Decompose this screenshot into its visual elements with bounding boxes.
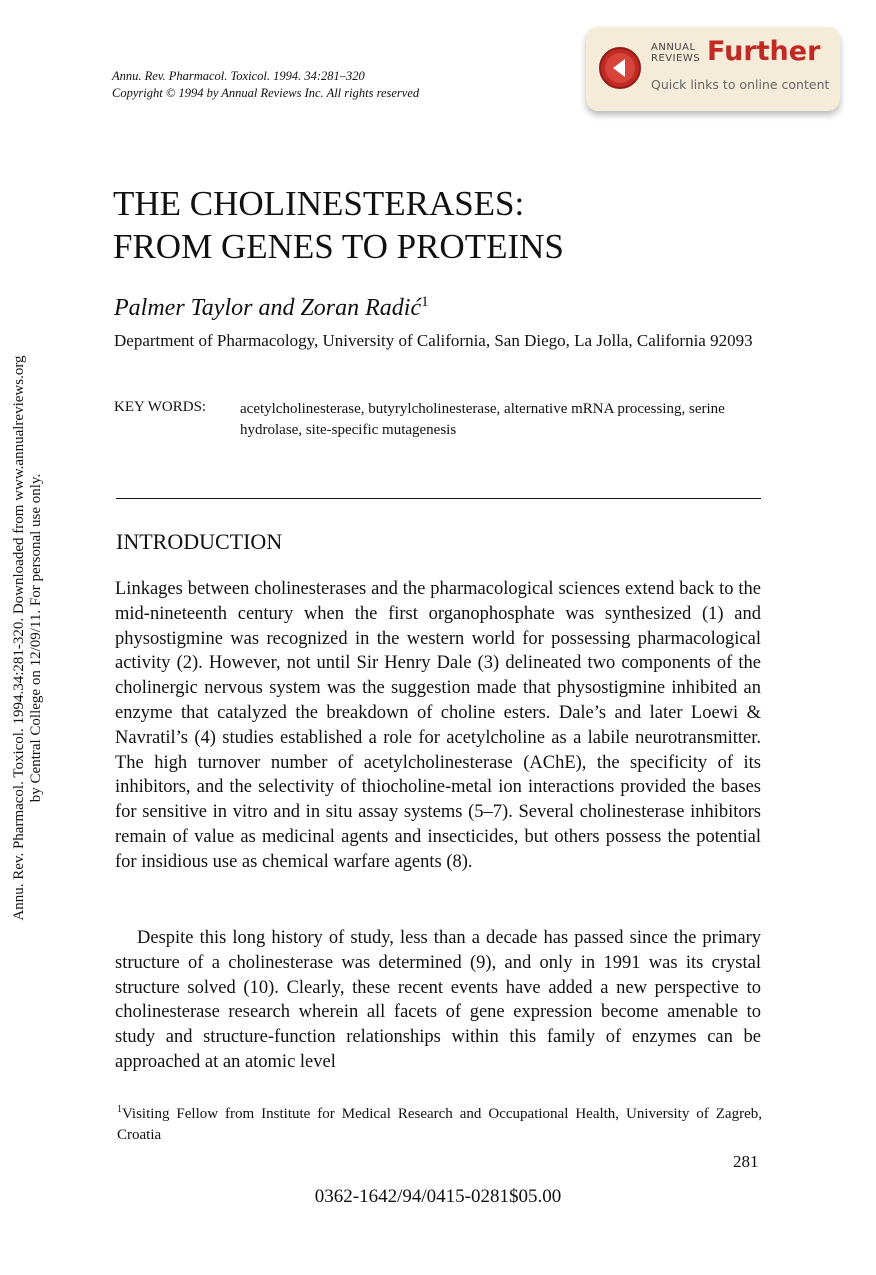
download-notice-line2: by Central College on 12/09/11. For personal use only. — [28, 473, 44, 803]
download-notice-line1: Annu. Rev. Pharmacol. Toxicol. 1994.34:281-320. Downloaded from www.annualreviews.org — [11, 355, 27, 921]
journal-header — [112, 68, 419, 102]
further-tagline: Quick links to online content — [651, 77, 830, 92]
copyright-line: Copyright © 1994 by Annual Reviews Inc. All rights reserved — [112, 86, 420, 100]
title-line-1: THE CHOLINESTERASES: — [113, 184, 525, 223]
footnote-mark: 1 — [117, 1104, 122, 1115]
further-label: Further — [707, 36, 821, 67]
page-number: 281 — [733, 1152, 759, 1171]
play-back-icon — [599, 47, 641, 89]
paragraph-2: Despite this long history of study, less than a decade has passed since the primary structure of a cholinesterase was determined (9), and only in 1991 was its crystal structure solved (10). Clearly, these recent events have added a new perspective to cholinesterase research wherein all facets of gene expression become amenable to study and structure-function relationships within this family of enzymes can be approached at an atomic level — [115, 928, 761, 1072]
wordmark-annual: ANNUAL — [651, 42, 696, 53]
section-divider — [116, 498, 761, 499]
section-heading-introduction: INTRODUCTION — [116, 529, 283, 554]
price-code: 0362-1642/94/0415-0281$05.00 — [314, 1186, 562, 1207]
further-links-badge[interactable] — [586, 27, 840, 111]
author-footnote-mark: 1 — [421, 294, 429, 310]
author-affiliation: Department of Pharmacology, University of California, San Diego, La Jolla, California 92093 — [114, 331, 753, 350]
annual-reviews-wordmark — [651, 42, 700, 64]
keywords-list: acetylcholinesterase, butyrylcholinesterase, alternative mRNA processing, serine hydrolase, site-specific mutagenesis — [240, 401, 725, 438]
wordmark-reviews: REVIEWS — [651, 53, 701, 64]
footnote-text: Visiting Fellow from Institute for Medical Research and Occupational Health, University of Zagreb, Croatia — [117, 1106, 762, 1143]
paragraph-1: Linkages between cholinesterases and the pharmacological sciences extend back to the mid-nineteenth century when the first organophosphate was synthesized (1) and physostigmine was recognized in the western world for possessing pharmacological activity (2). However, not until Sir Henry Dale (3) delineated two components of the cholinergic nervous system was the suggestion made that physostigmine inhibited an enzyme that catalyzed the breakdown of choline esters. Dale’s and later Loewi & Navratil’s (4) studies established a role for acetylcholine as a labile neurotransmitter. The high turnover number of acetylcholinesterase (AChE), the specificity of its inhibitors, and the selectivity of thiocholine-metal ion interactions provided the bases for sensitive in vitro and in situ assay systems (5–7). Several cholinesterase inhibitors remain of value as medicinal agents and insecticides, but others possess the potential for insidious use as chemical warfare agents (8). — [115, 579, 761, 872]
journal-citation: Annu. Rev. Pharmacol. Toxicol. 1994. 34:281–320 — [112, 69, 365, 83]
footnote — [117, 1099, 762, 1146]
article-authors — [114, 294, 429, 322]
title-line-2: FROM GENES TO PROTEINS — [113, 227, 564, 266]
author-names: Palmer Taylor and Zoran Radić — [114, 295, 422, 321]
keywords-label: KEY WORDS: — [114, 399, 207, 415]
download-notice — [11, 318, 45, 958]
article-title — [113, 182, 564, 268]
